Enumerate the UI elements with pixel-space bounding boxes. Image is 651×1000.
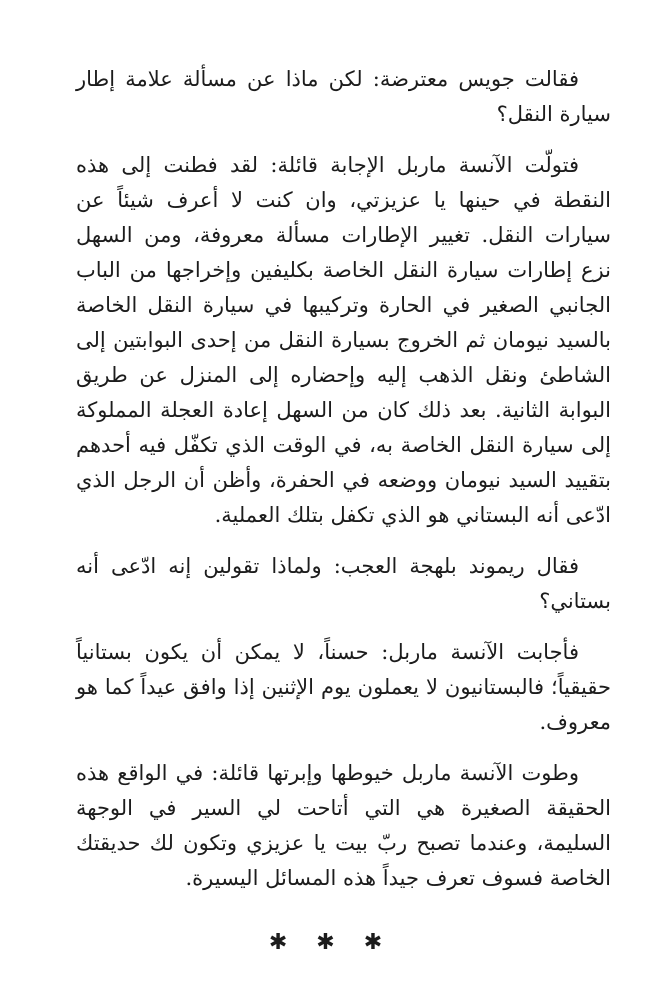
paragraph-marple-conclusion: وطوت الآنسة ماربل خيوطها وإبرتها قائلة: في الواقع هذه الحقيقة الصغيرة هي التي أتاحت لي السير في الوجهة السليمة، وعندما تصبح ربّ بيت يا عزيزي وتكون لك حديقتك الخاصة فسوف تعرف جيداً هذه المسائل اليسيرة. [76,761,611,890]
asterisk-icon: ✱ [363,930,383,955]
paragraph-joyce-question: فقالت جويس معترضة: لكن ماذا عن مسألة علامة إطار سيارة النقل؟ [76,67,611,126]
page-body [76,62,611,912]
section-separator [0,930,651,955]
asterisk-icon: ✱ [316,930,335,955]
asterisk-icon: ✱ [268,930,288,955]
paragraph-raymond-question: فقال ريموند بلهجة العجب: ولماذا تقولين إنه ادّعى أنه بستاني؟ [76,554,611,613]
paragraph-marple-explanation: فتولّت الآنسة ماربل الإجابة قائلة: لقد فطنت إلى هذه النقطة في حينها يا عزيزتي، وان كنت لا أعرف شيئاً عن سيارات النقل. تغيير الإطارات مسألة معروفة، ومن السهل نزع إطارات سيارة النقل الخاصة بكليفين وإخراجها من الباب الجانبي الصغير في الحارة وتركيبها في سيارة النقل الخاصة بالسيد نيومان ثم الخروج بسيارة النقل من إحدى البوابتين إلى الشاطئ ونقل الذهب إليه وإحضاره إلى المنزل عن طريق البوابة الثانية. بعد ذلك كان من السهل إعادة العجلة المملوكة إلى سيارة النقل الخاصة به، في الوقت الذي تكفّل فيه أحدهم بتقييد السيد نيومان ووضعه في الحفرة، وأظن أن الرجل الذي ادّعى أنه البستاني هو الذي تكفل بتلك العملية. [76,153,611,527]
paragraph-marple-answer: فأجابت الآنسة ماربل: حسناً، لا يمكن أن يكون بستانياً حقيقياً؛ فالبستانيون لا يعملون يوم الإثنين إذا وافق عيداً كما هو معروف. [76,640,611,734]
